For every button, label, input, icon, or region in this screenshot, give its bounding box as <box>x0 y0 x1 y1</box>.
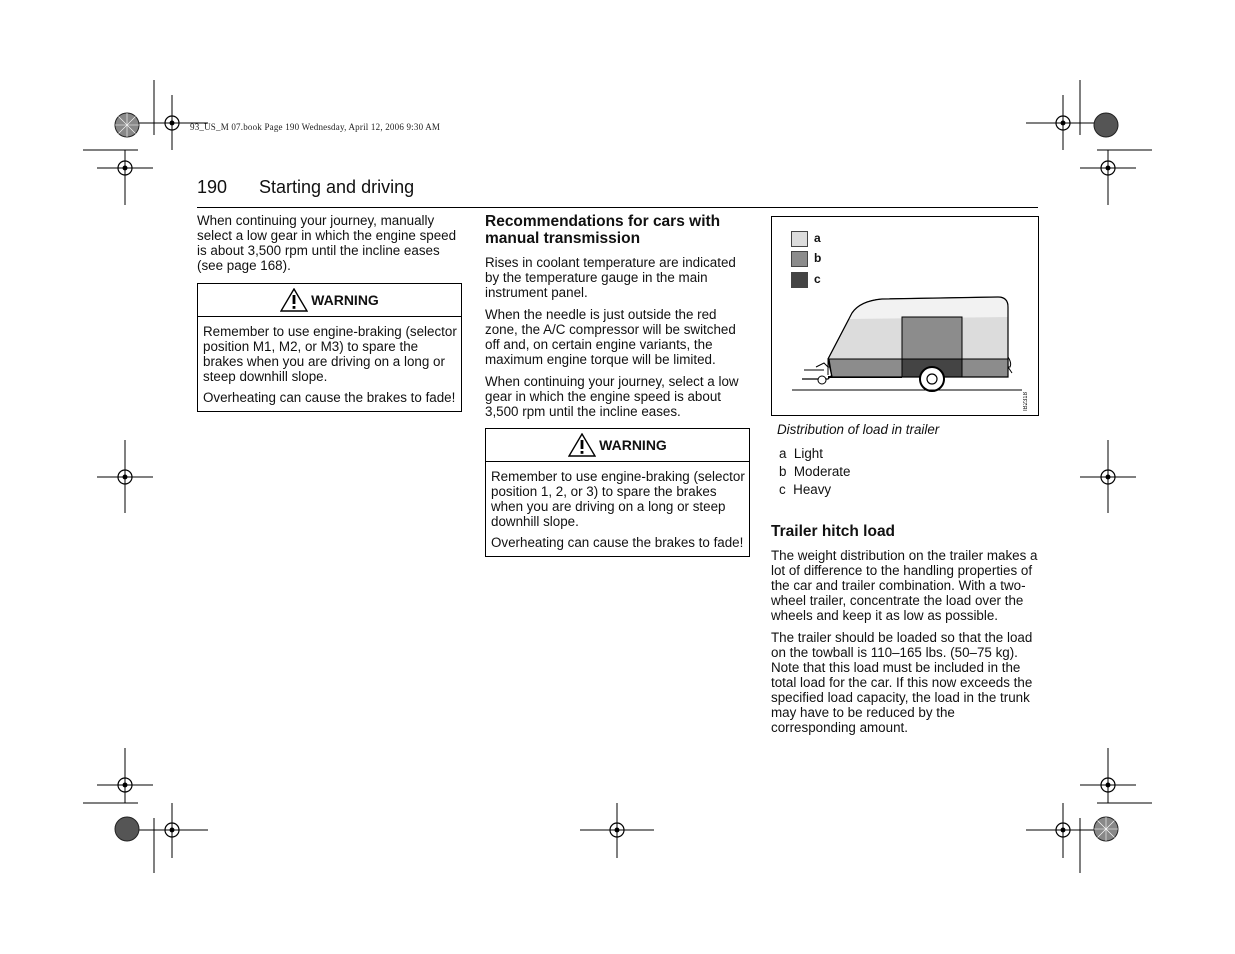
intro-paragraph: When continuing your journey, manually select a low gear in which the engine speed is about 3,500 rpm until the incline eases (see page 168). <box>197 213 457 273</box>
manual-transmission-heading: Recommendations for cars with manual transmission <box>485 213 721 247</box>
paragraph: When the needle is just outside the red zone, the A/C compressor will be switched off and, on certain engine variants, the maximum engine torque will be limited. <box>485 307 736 367</box>
warning-triangle-icon <box>568 433 596 457</box>
warning-body <box>198 317 461 405</box>
warning-header <box>198 284 461 317</box>
section-title: Starting and driving <box>259 177 415 197</box>
column-1 <box>197 213 462 412</box>
trailer-load-figure <box>771 216 1039 416</box>
figure-caption: Distribution of load in trailer <box>777 422 940 437</box>
legend-item-key: a <box>779 446 787 461</box>
page-number: 190 <box>197 177 228 197</box>
trailer-hitch-heading: Trailer hitch load <box>771 523 896 540</box>
list-item <box>779 446 1039 461</box>
list-item <box>779 464 1039 479</box>
figure-code: IB2318 <box>1023 391 1029 411</box>
warning-text: Overheating can cause the brakes to fade! <box>203 390 456 405</box>
warning-title: WARNING <box>599 436 667 453</box>
page-header <box>197 177 1038 208</box>
legend-item-key: b <box>779 464 787 479</box>
paragraph: The weight distribution on the trailer makes a lot of difference to the handling properties of the car and trailer combination. With a two-wheel trailer, concentrate the load over the wheels and keep it as low as possible. <box>771 548 1038 623</box>
column-3 <box>771 216 1039 742</box>
warning-text: Remember to use engine-braking (selector position 1, 2, or 3) to spare the brakes when you are driving on a long or steep downhill slope. <box>491 469 745 529</box>
legend-key: a <box>814 231 821 245</box>
paragraph: Rises in coolant temperature are indicated by the temperature gauge in the main instrument panel. <box>485 255 736 300</box>
legend-key: b <box>814 251 822 265</box>
warning-triangle-icon <box>280 288 308 312</box>
warning-box <box>197 283 462 412</box>
warning-title: WARNING <box>311 291 379 308</box>
trailer-illustration <box>772 217 1038 415</box>
warning-header <box>486 429 749 462</box>
paragraph: When continuing your journey, select a low gear in which the engine speed is about 3,500 rpm until the incline eases. <box>485 374 739 419</box>
legend-item-label: Heavy <box>793 482 832 497</box>
warning-text: Remember to use engine-braking (selector position M1, M2, or M3) to spare the brakes when you are driving on a long or steep downhill slope. <box>203 324 457 384</box>
warning-body <box>486 462 749 550</box>
paragraph: The trailer should be loaded so that the load on the towball is 110–165 lbs. (50–75 kg). Note that this load must be included in the total load for the car. If this now exceeds the specified load capacity, the load in the trunk may have to be reduced by the corresponding amount. <box>771 630 1033 735</box>
column-2 <box>485 213 750 557</box>
legend-item-label: Light <box>793 446 823 461</box>
print-slug: 93_US_M 07.book Page 190 Wednesday, April 12, 2006 9:30 AM <box>190 122 441 132</box>
legend-key: c <box>814 272 821 286</box>
legend-item-label: Moderate <box>793 464 851 479</box>
list-item <box>779 482 1039 497</box>
legend-item-key: c <box>779 482 786 497</box>
warning-text: Overheating can cause the brakes to fade! <box>491 535 744 550</box>
legend-list <box>779 446 1039 497</box>
warning-box <box>485 428 750 557</box>
